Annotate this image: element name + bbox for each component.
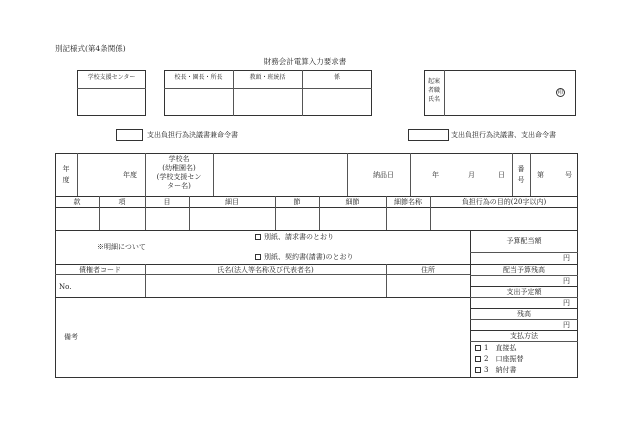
budget-remaining-label: 配当予算残高 (503, 266, 545, 274)
header-kou: 項 (118, 198, 126, 206)
number-label-1: 番 (517, 165, 525, 173)
header-moku: 目 (163, 198, 171, 206)
creditor-no-label: No. (59, 283, 72, 291)
doc-type-right-checkbox[interactable] (408, 129, 449, 141)
details-option-2[interactable] (255, 253, 353, 261)
approval-label-principal: 校長・園長・所長 (174, 74, 223, 81)
date-month: 月 (468, 171, 475, 179)
doc-type-right-label: 支出負担行為決議書、支出命令書 (451, 131, 556, 139)
doc-type-left-label: 支出負担行為決議書兼命令書 (147, 131, 238, 139)
header-saisetsu-name: 細節名称 (394, 198, 422, 206)
approval-label-staff: 係 (333, 74, 340, 81)
checkbox-icon (255, 254, 261, 260)
payment-option-slip-label: 3 納付書 (484, 366, 517, 374)
payment-method-label: 支払方法 (510, 332, 538, 340)
creditor-address-label: 住所 (421, 266, 435, 274)
year-label-1: 年 (62, 165, 70, 173)
date-year: 年 (432, 171, 439, 179)
checkbox-icon (475, 356, 481, 362)
year-label-2: 度 (62, 176, 70, 184)
header-saisetsu: 細節 (345, 198, 360, 206)
fiscal-year-suffix: 年度 (123, 171, 137, 179)
payment-option-direct-label: 1 直接払 (484, 344, 517, 352)
number-suffix: 号 (565, 171, 572, 179)
page-title: 財務会計電算入力要求書 (263, 57, 347, 66)
drafter-label-1: 起案 (427, 78, 440, 85)
balance-yen: 円 (563, 321, 570, 329)
details-option-1[interactable] (255, 233, 334, 241)
budget-amount-label: 予算配当額 (506, 237, 542, 245)
seal-mark: 印 (557, 89, 564, 96)
number-label-2: 号 (517, 176, 525, 184)
remarks-label: 備考 (64, 333, 78, 341)
planned-expense-yen: 円 (563, 299, 570, 307)
balance-label: 残高 (517, 310, 531, 318)
doc-type-left-checkbox[interactable] (116, 129, 143, 141)
number-prefix: 第 (537, 171, 544, 179)
checkbox-icon (475, 345, 481, 351)
payment-option-slip[interactable] (475, 366, 516, 374)
creditor-name-label: 氏名(法人等名称及び代表者名) (217, 266, 314, 274)
form-label: 別記様式(第4条関係) (55, 44, 126, 53)
drafter-box (424, 70, 576, 116)
details-option-1-label: 別紙、請求書のとおり (264, 233, 334, 241)
drafter-label-2: 者職 (427, 87, 440, 94)
school-label-2: (幼稚園名) (162, 164, 196, 172)
details-option-2-label: 別紙、契約書(請書)のとおり (264, 253, 354, 261)
planned-expense-label: 支出予定額 (506, 288, 542, 296)
details-label: ※明細について (97, 243, 146, 251)
payment-option-transfer-label: 2 口座振替 (484, 355, 524, 363)
header-kan: 款 (73, 198, 81, 206)
approval-label-center: 学校支援センター (87, 74, 136, 81)
delivery-date-label: 納品日 (373, 171, 394, 179)
budget-amount-yen: 円 (563, 254, 570, 262)
school-label-3: (学校支援セン (156, 173, 202, 181)
school-label-4: ター名) (167, 182, 191, 190)
budget-remaining-yen: 円 (563, 277, 570, 285)
header-purpose: 負担行為の目的(20字以内) (461, 198, 547, 206)
header-setsu: 節 (293, 198, 301, 206)
payment-option-transfer[interactable] (475, 355, 523, 363)
checkbox-icon (255, 234, 261, 240)
school-label-1: 学校名 (168, 155, 190, 163)
creditor-code-label: 債権者コード (79, 266, 121, 274)
checkbox-icon (475, 367, 481, 373)
approval-label-vice: 教頭・班統括 (249, 74, 286, 81)
drafter-label-3: 氏名 (427, 96, 440, 103)
header-saimoku: 細目 (225, 198, 239, 206)
date-day: 日 (498, 171, 505, 179)
payment-option-direct[interactable] (475, 344, 516, 352)
